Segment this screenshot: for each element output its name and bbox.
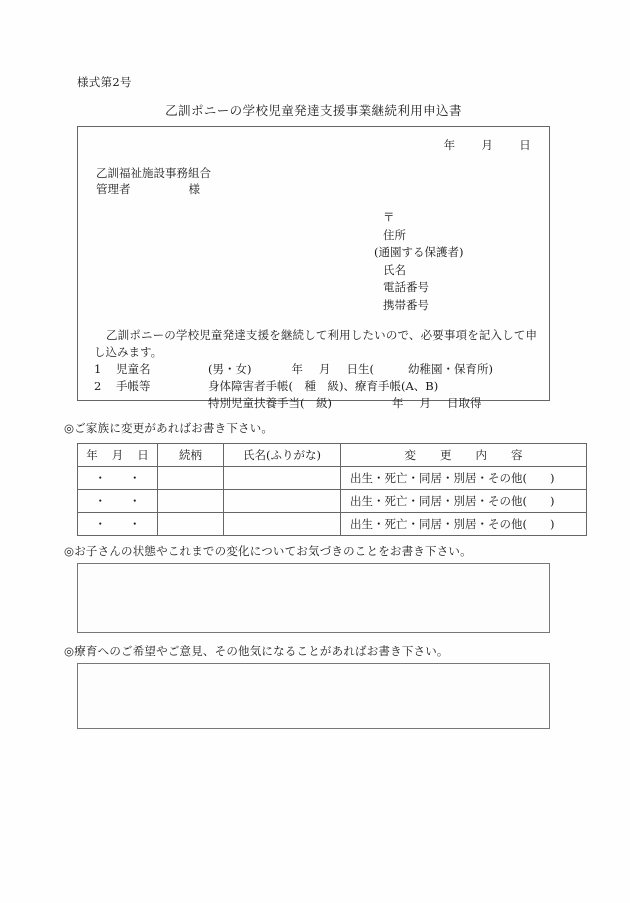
item-1-year: 年 [291, 362, 303, 376]
item-allowance [94, 395, 544, 412]
phone-label: 電話番号 [383, 280, 429, 294]
item-1-gender: (男・女) [208, 362, 252, 376]
table-row[interactable] [78, 513, 587, 536]
addressee-role-line [96, 181, 211, 197]
item-2-acq-day: 日取得 [446, 396, 482, 410]
date-month-label: 月 [481, 138, 494, 152]
section-heading-wishes: ◎療育へのご希望やご意見、その他気になることがあればお書き下さい。 [64, 644, 449, 658]
application-main-box [77, 126, 550, 410]
cell-relation[interactable] [158, 490, 224, 513]
mobile-label: 携帯番号 [383, 297, 429, 312]
item-1-label: 児童名 [116, 362, 151, 376]
addressee-organization: 乙訓福祉施設事務組合 [96, 166, 211, 180]
column-header-relation: 続柄 [158, 444, 224, 467]
date-day-label: 日 [519, 138, 531, 152]
item-2-line2-left: 特別児童扶養手当( 級) [208, 396, 332, 410]
column-header-change-3: 内 [475, 448, 487, 462]
addressee-role: 管理者 [96, 182, 131, 196]
cell-change-content[interactable]: 出生・死亡・同居・別居・その他( ) [341, 490, 587, 513]
column-header-year: 年 [86, 448, 98, 462]
item-1-index: 1 [94, 362, 102, 376]
table-row[interactable] [78, 467, 587, 490]
submission-date-line [444, 137, 531, 153]
application-items [94, 361, 544, 412]
cell-change-content[interactable]: 出生・死亡・同居・別居・その他( ) [341, 513, 587, 536]
cell-date[interactable]: ・ ・ [78, 513, 158, 536]
cell-date[interactable]: ・ ・ [78, 467, 158, 490]
column-header-change-content [341, 444, 587, 467]
section-heading-family: ◎ご家族に変更があればお書き下さい。 [64, 421, 274, 435]
wishes-textarea[interactable] [77, 663, 550, 729]
page-title: 乙訓ポニーの学校児童発達支援事業継続利用申込書 [165, 103, 462, 118]
table-header-row [78, 444, 587, 467]
item-2-acq-year: 年 [391, 396, 404, 410]
guardian-note: (通園する保護者) [374, 245, 464, 259]
item-1-birth: 日生( [346, 362, 374, 376]
addressee-honorific: 様 [188, 182, 200, 196]
address-label: 住所 [383, 227, 406, 242]
cell-change-content[interactable]: 出生・死亡・同居・別居・その他( ) [341, 467, 587, 490]
item-2-label: 手帳等 [116, 379, 151, 393]
cell-name[interactable] [224, 513, 341, 536]
child-state-textarea[interactable] [77, 563, 550, 633]
column-header-month: 月 [111, 448, 124, 462]
item-1-school-type: 幼稚園・保育所) [407, 362, 493, 376]
column-header-change-2: 更 [440, 448, 452, 462]
table-row[interactable] [78, 490, 587, 513]
item-2-line1: 身体障害者手帳( 種 級)、療育手帳(A、B) [208, 379, 439, 393]
column-header-name: 氏名(ふりがな) [224, 444, 341, 467]
applicant-info-block [374, 209, 463, 314]
cell-name[interactable] [224, 467, 341, 490]
cell-relation[interactable] [158, 513, 224, 536]
section-heading-child-state: ◎お子さんの状態やこれまでの変化についてお気づきのことをお書き下さい。 [64, 544, 472, 558]
item-child-name [94, 361, 544, 378]
family-change-table [77, 443, 587, 536]
form-number: 様式第2号 [77, 75, 132, 89]
date-year-label: 年 [443, 138, 456, 152]
name-label: 氏名 [383, 262, 406, 277]
postal-code-mark: 〒 [383, 210, 395, 224]
cell-date[interactable]: ・ ・ [78, 490, 158, 513]
item-handbook [94, 378, 544, 395]
item-2-index: 2 [94, 379, 102, 393]
column-header-day: 日 [137, 448, 149, 462]
cell-relation[interactable] [158, 467, 224, 490]
cell-name[interactable] [224, 490, 341, 513]
column-header-change-1: 変 [404, 448, 416, 462]
addressee-block [96, 165, 211, 197]
application-statement: 乙訓ポニーの学校児童発達支援を継続して利用したいので、必要事項を記入して申し込みます。 [94, 328, 537, 359]
column-header-change-4: 容 [511, 448, 523, 462]
column-header-date [78, 444, 158, 467]
item-1-month: 月 [318, 362, 331, 376]
item-2-acq-month: 月 [419, 396, 431, 410]
